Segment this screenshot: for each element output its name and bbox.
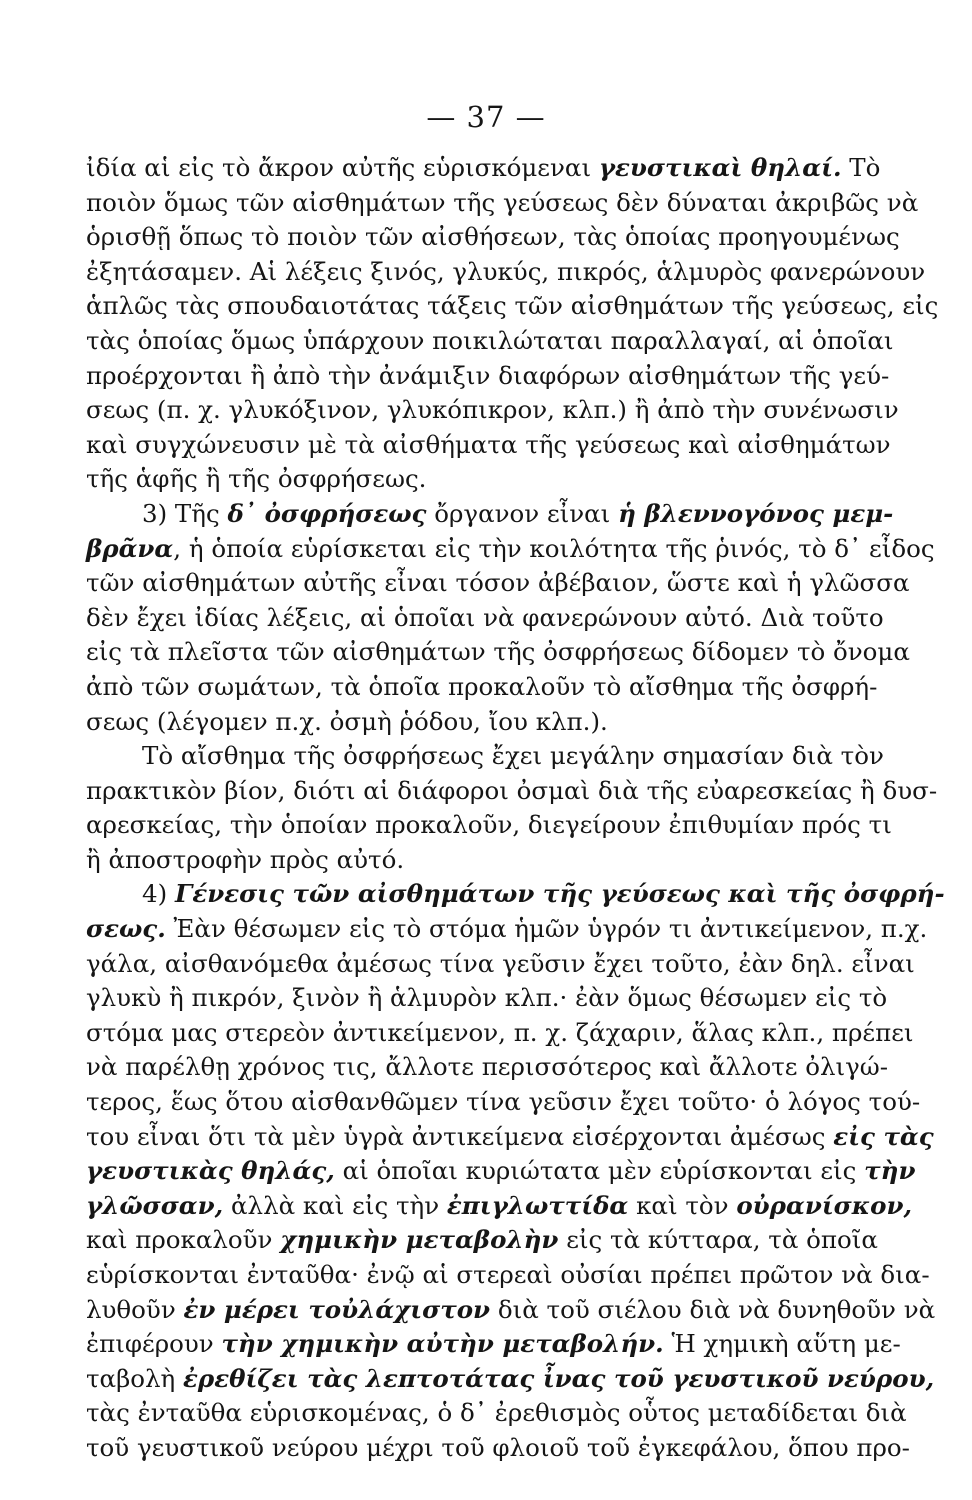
text-segment: Τὸ bbox=[841, 153, 881, 182]
emphasized-text: χημικὴν μεταβολὴν bbox=[280, 1225, 559, 1255]
text-line bbox=[86, 635, 910, 670]
text-segment: τὰς ἐνταῦθα εὑρισκομένας, ὁ δ᾽ ἐρεθισμὸς οὗτος μεταδίδεται διὰ bbox=[86, 1398, 907, 1428]
emphasized-text: γευστικαὶ θηλαί. bbox=[598, 153, 842, 182]
emphasized-text: βρᾶνα bbox=[86, 533, 174, 563]
text-line bbox=[86, 359, 890, 394]
text-segment: Τὸ αἴσθημα τῆς ὀσφρήσεως ἔχει μεγάλην σημασίαν διὰ τὸν bbox=[142, 741, 884, 771]
text-segment: τερος, ἕως ὅτου αἰσθανθῶμεν τίνα γεῦσιν ἔχει τοῦτο· ὁ λόγος τού- bbox=[86, 1087, 921, 1117]
emphasized-text: Γένεσις τῶν αἰσθημάτων τῆς γεύσεως καὶ τῆς ὀσφρή- bbox=[174, 879, 945, 909]
text-segment: 4) bbox=[142, 879, 175, 909]
text-segment: τὰς ὁποίας ὅμως ὑπάρχουν ποικιλώταται παραλλαγαί, αἱ ὁποῖαι bbox=[86, 325, 894, 355]
text-line bbox=[86, 670, 878, 705]
text-line bbox=[86, 843, 812, 878]
text-line bbox=[86, 774, 938, 809]
text-line bbox=[86, 428, 891, 463]
text-segment: ἀπὸ τῶν σωμάτων, τὰ ὁποῖα προκαλοῦν τὸ αἴσθημα τῆς ὀσφρή- bbox=[86, 671, 878, 701]
emphasized-text: τὴν bbox=[864, 1156, 916, 1186]
text-line bbox=[86, 739, 884, 774]
emphasized-text: γλῶσσαν, bbox=[86, 1190, 224, 1220]
text-line bbox=[86, 462, 812, 497]
text-line bbox=[86, 566, 910, 601]
text-segment: τῶν αἰσθημάτων αὐτῆς εἶναι τόσον ἀβέβαιον, ὥστε καὶ ἡ γλῶσσα bbox=[86, 568, 910, 598]
text-line bbox=[86, 912, 928, 947]
text-line bbox=[86, 808, 892, 843]
text-segment: καὶ συγχώνευσιν μὲ τὰ αἰσθήματα τῆς γεύσεως καὶ αἰσθημάτων bbox=[86, 429, 891, 459]
text-segment: καὶ τὸν bbox=[628, 1190, 737, 1220]
text-segment: νὰ παρέλθῃ χρόνος τις, ἄλλοτε περισσότερος καὶ ἄλλοτε ὀλιγώ- bbox=[86, 1052, 889, 1082]
text-segment: ὁρισθῇ ὅπως τὸ ποιὸν τῶν αἰσθήσεων, τὰς ὁποίας προηγουμένως bbox=[86, 222, 900, 252]
text-segment: ταβολὴ bbox=[86, 1363, 184, 1393]
text-segment: 3) Τῆς bbox=[142, 498, 228, 528]
text-segment: εὑρίσκονται ἐνταῦθα· ἐνῷ αἱ στερεαὶ οὐσίαι πρέπει πρῶτον νὰ δια- bbox=[86, 1260, 930, 1289]
text-line bbox=[86, 705, 812, 740]
text-segment: Ἡ χημικὴ αὕτη με- bbox=[663, 1329, 901, 1359]
text-segment: Ἐὰν θέσωμεν εἰς τὸ στόμα ἡμῶν ὑγρόν τι ἀντικείμενον, π.χ. bbox=[165, 914, 928, 944]
text-line bbox=[86, 186, 919, 221]
body-text bbox=[86, 151, 945, 1466]
text-line bbox=[86, 1189, 912, 1224]
text-segment: εἰς τὰ κύτταρα, τὰ ὁποῖα bbox=[558, 1225, 878, 1255]
emphasized-text: ἐν μέρει τοὐλάχιστον bbox=[183, 1294, 491, 1324]
text-line bbox=[86, 532, 935, 567]
text-line bbox=[86, 151, 881, 186]
text-segment: αρεσκείας, τὴν ὁποίαν προκαλοῦν, διεγείρουν ἐπιθυμίαν πρός τι bbox=[86, 810, 892, 840]
text-segment: τῆς ἁφῆς ἢ τῆς ὀσφρήσεως. bbox=[86, 464, 427, 494]
emphasized-text: ἡ βλεννογόνος μεμ- bbox=[618, 498, 894, 528]
emphasized-text: ἐπιγλωττίδα bbox=[446, 1190, 629, 1220]
text-line bbox=[86, 1396, 907, 1431]
emphasized-text: ἐρεθίζει τὰς λεπτοτάτας ἶνας τοῦ γευστικοῦ νεύρου, bbox=[183, 1363, 935, 1393]
text-line bbox=[86, 497, 894, 532]
text-segment: , ἡ ὁποία εὑρίσκεται εἰς τὴν κοιλότητα τῆς ῥινός, τὸ δ᾽ εἶδος bbox=[173, 533, 935, 563]
text-segment: σεως (λέγομεν π.χ. ὀσμὴ ῥόδου, ἴου κλπ.). bbox=[86, 706, 608, 736]
text-segment: ἢ ἀποστροφὴν πρὸς αὐτό. bbox=[86, 844, 405, 874]
text-segment: διὰ τοῦ σιέλου διὰ νὰ δυνηθοῦν νὰ bbox=[490, 1294, 936, 1324]
emphasized-text: τὴν χημικὴν αὐτὴν μεταβολήν. bbox=[221, 1329, 664, 1359]
text-line bbox=[86, 255, 926, 290]
text-segment: προέρχονται ἢ ἀπὸ τὴν ἀνάμιξιν διαφόρων αἰσθημάτων τῆς γεύ- bbox=[86, 360, 890, 390]
text-line bbox=[86, 877, 945, 912]
text-line bbox=[86, 1154, 916, 1189]
text-segment: σεως (π. χ. γλυκόξινον, γλυκόπικρον, κλπ.) ἢ ἀπὸ τὴν συνένωσιν bbox=[86, 395, 899, 425]
text-line bbox=[86, 324, 894, 359]
text-line bbox=[86, 1327, 901, 1362]
text-line bbox=[86, 393, 899, 428]
text-segment: πρακτικὸν βίον, διότι αἱ διάφοροι ὀσμαὶ διὰ τῆς εὐαρεσκείας ἢ δυσ- bbox=[86, 775, 938, 805]
text-line bbox=[86, 1293, 936, 1328]
text-segment: ἰδία αἱ εἰς τὸ ἄκρον αὐτῆς εὑρισκόμεναι bbox=[86, 153, 599, 182]
page-number: — 37 — bbox=[426, 100, 546, 134]
text-segment: τοῦ γευστικοῦ νεύρου μέχρι τοῦ φλοιοῦ τοῦ ἐγκεφάλου, ὅπου προ- bbox=[86, 1432, 910, 1462]
emphasized-text: οὐρανίσκον, bbox=[736, 1190, 912, 1220]
emphasized-text: δ᾽ ὀσφρήσεως bbox=[227, 498, 427, 528]
text-segment: ποιὸν ὅμως τῶν αἰσθημάτων τῆς γεύσεως δὲν δύναται ἀκριβῶς νὰ bbox=[86, 187, 919, 217]
text-segment: γλυκὺ ἢ πικρόν, ξινὸν ἢ ἁλμυρὸν κλπ.· ἐὰν ὅμως θέσωμεν εἰς τὸ bbox=[86, 983, 888, 1013]
text-segment: καὶ προκαλοῦν bbox=[86, 1225, 281, 1255]
emphasized-text: γευστικὰς θηλάς, bbox=[86, 1156, 335, 1186]
text-segment: του εἶναι ὅτι τὰ μὲν ὑγρὰ ἀντικείμενα εἰσέρχονται ἀμέσως bbox=[86, 1121, 834, 1151]
text-segment: ἐπιφέρουν bbox=[86, 1329, 222, 1359]
text-line bbox=[86, 1120, 934, 1155]
text-line bbox=[86, 289, 939, 324]
text-segment: στόμα μας στερεὸν ἀντικείμενον, π. χ. ζάχαριν, ἅλας κλπ., πρέπει bbox=[86, 1017, 914, 1047]
text-segment: εἰς τὰ πλεῖστα τῶν αἰσθημάτων τῆς ὀσφρήσεως δίδομεν τὸ ὄνομα bbox=[86, 637, 910, 667]
text-segment: ἐξητάσαμεν. Αἱ λέξεις ξινός, γλυκύς, πικρός, ἁλμυρὸς φανερώνουν bbox=[86, 256, 926, 286]
text-line bbox=[86, 1050, 889, 1085]
text-segment: ὄργανον εἶναι bbox=[426, 498, 619, 528]
text-line bbox=[86, 1258, 930, 1293]
text-line bbox=[86, 220, 900, 255]
text-segment: ἀλλὰ καὶ εἰς τὴν bbox=[223, 1190, 447, 1220]
emphasized-text: σεως. bbox=[86, 914, 166, 944]
text-line bbox=[86, 1016, 914, 1051]
text-segment: λυθοῦν bbox=[86, 1294, 184, 1324]
text-segment: αἱ ὁποῖαι κυριώτατα μὲν εὑρίσκονται εἰς bbox=[334, 1156, 865, 1186]
text-line bbox=[86, 1085, 921, 1120]
text-line bbox=[86, 947, 915, 982]
text-line bbox=[86, 1362, 935, 1397]
text-line bbox=[86, 1431, 910, 1466]
text-segment: γάλα, αἰσθανόμεθα ἀμέσως τίνα γεῦσιν ἔχει τοῦτο, ἐὰν δηλ. εἶναι bbox=[86, 948, 915, 978]
text-line bbox=[86, 601, 884, 636]
text-segment: δὲν ἔχει ἰδίας λέξεις, αἱ ὁποῖαι νὰ φανερώνουν αὐτό. Διὰ τοῦτο bbox=[86, 602, 884, 632]
emphasized-text: εἰς τὰς bbox=[833, 1121, 934, 1151]
text-line bbox=[86, 981, 888, 1016]
text-line bbox=[86, 1223, 878, 1258]
text-segment: ἁπλῶς τὰς σπουδαιοτάτας τάξεις τῶν αἰσθημάτων τῆς γεύσεως, εἰς bbox=[86, 291, 939, 321]
